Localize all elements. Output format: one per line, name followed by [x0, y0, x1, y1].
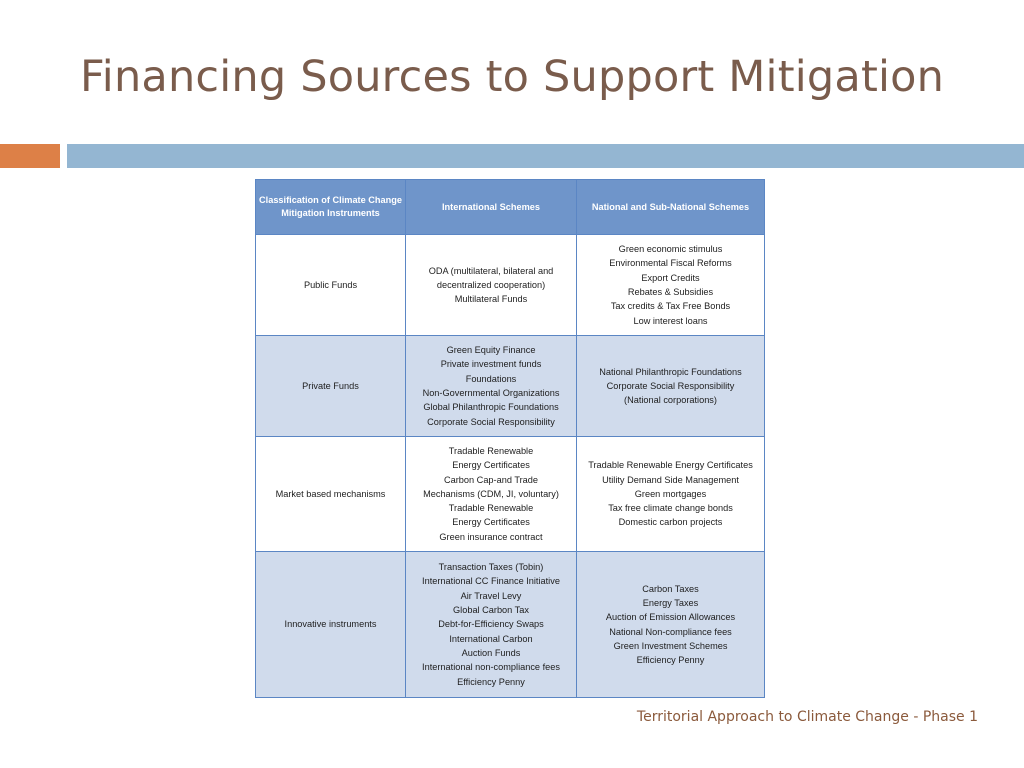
table-row — [256, 336, 765, 437]
cell-line: Carbon Cap-and Trade — [444, 474, 538, 485]
international-schemes-cell — [406, 235, 577, 336]
cell-line: National Non-compliance fees — [609, 626, 732, 637]
cell-line: Energy Certificates — [452, 517, 530, 528]
cell-line: Multilateral Funds — [454, 294, 528, 305]
cell-line: Transaction Taxes (Tobin) — [438, 562, 544, 573]
cell-line: International CC Finance Initiative — [422, 576, 560, 587]
cell-line: Tradable Renewable — [448, 503, 534, 514]
cell-line: Energy Taxes — [642, 597, 699, 608]
header-classification — [256, 180, 406, 235]
table-row — [256, 235, 765, 336]
cell-line: Export Credits — [641, 272, 700, 283]
international-schemes-cell — [406, 336, 577, 437]
row-category: Private Funds — [256, 336, 406, 437]
national-schemes-cell — [577, 336, 765, 437]
accent-bar-blue — [67, 144, 1024, 168]
cell-line: Global Carbon Tax — [453, 605, 529, 616]
header-line: Sub-National Schemes — [649, 201, 750, 212]
cell-line: (National corporations) — [624, 395, 717, 406]
cell-line: International Carbon — [449, 633, 533, 644]
financing-table-container — [255, 179, 764, 697]
cell-line: Tax credits & Tax Free Bonds — [610, 301, 731, 312]
cell-line: Debt-for-Efficiency Swaps — [438, 619, 544, 630]
cell-line: Rebates & Subsidies — [627, 287, 714, 297]
slide-footer: Territorial Approach to Climate Change - Phase 1 — [636, 709, 978, 725]
header-line: National and — [591, 201, 647, 212]
cell-line: Utility Demand Side Management — [602, 474, 739, 485]
table-row — [256, 552, 765, 698]
header-line: International Schemes — [441, 201, 541, 212]
cell-line: Foundations — [465, 373, 517, 384]
header-national — [577, 180, 765, 235]
accent-bar-orange — [0, 144, 60, 168]
cell-line: Low interest loans — [633, 315, 708, 326]
financing-table — [255, 179, 765, 698]
cell-line: Green Equity Finance — [446, 345, 536, 356]
row-category: Market based mechanisms — [256, 437, 406, 552]
national-schemes-cell — [577, 552, 765, 698]
cell-line: ODA (multilateral, bilateral and — [428, 265, 554, 276]
cell-line: Green insurance contract — [439, 531, 543, 542]
cell-line: Efficiency Penny — [636, 655, 705, 666]
cell-line: Non-Governmental Organizations — [422, 388, 560, 398]
cell-line: Private investment funds — [440, 359, 542, 370]
cell-line: Green economic stimulus — [618, 244, 723, 255]
international-schemes-cell — [406, 552, 577, 698]
cell-line: International non-compliance fees — [422, 662, 560, 673]
cell-line: Corporate Social Responsibility — [427, 416, 555, 427]
cell-line: Corporate Social Responsibility — [606, 380, 735, 391]
cell-line: Energy Certificates — [452, 460, 530, 471]
row-category: Innovative instruments — [256, 552, 406, 698]
international-schemes-cell — [406, 437, 577, 552]
cell-line: Tradable Renewable — [448, 445, 534, 456]
cell-line: Auction Funds — [461, 647, 521, 658]
header-line: Classification of Climate — [259, 195, 366, 205]
header-international — [406, 180, 577, 235]
cell-line: decentralized cooperation) — [436, 279, 546, 290]
header-line: Change Mitigation — [281, 195, 402, 218]
cell-line: Environmental Fiscal Reforms — [609, 258, 732, 269]
cell-line: Global Philanthropic Foundations — [423, 402, 559, 413]
table-header-row — [256, 180, 765, 235]
cell-line: National Philanthropic Foundations — [599, 366, 742, 377]
slide-title: Financing Sources to Support Mitigation — [80, 52, 945, 102]
cell-line: Green Investment Schemes — [613, 640, 728, 651]
cell-line: Mechanisms (CDM, JI, voluntary) — [423, 488, 559, 499]
cell-line: Green mortgages — [634, 488, 707, 499]
table-row — [256, 437, 765, 552]
cell-line: Tax free climate change bonds — [608, 503, 733, 514]
cell-line: Tradable Renewable Energy Certificates — [588, 460, 753, 471]
header-line: Instruments — [327, 208, 380, 218]
cell-line: Carbon Taxes — [642, 583, 699, 594]
national-schemes-cell — [577, 235, 765, 336]
cell-line: Efficiency Penny — [457, 676, 525, 687]
cell-line: Auction of Emission Allowances — [605, 612, 736, 623]
cell-line: Domestic carbon projects — [618, 517, 723, 528]
national-schemes-cell — [577, 437, 765, 552]
cell-line: Air Travel Levy — [460, 590, 522, 601]
row-category: Public Funds — [256, 235, 406, 336]
